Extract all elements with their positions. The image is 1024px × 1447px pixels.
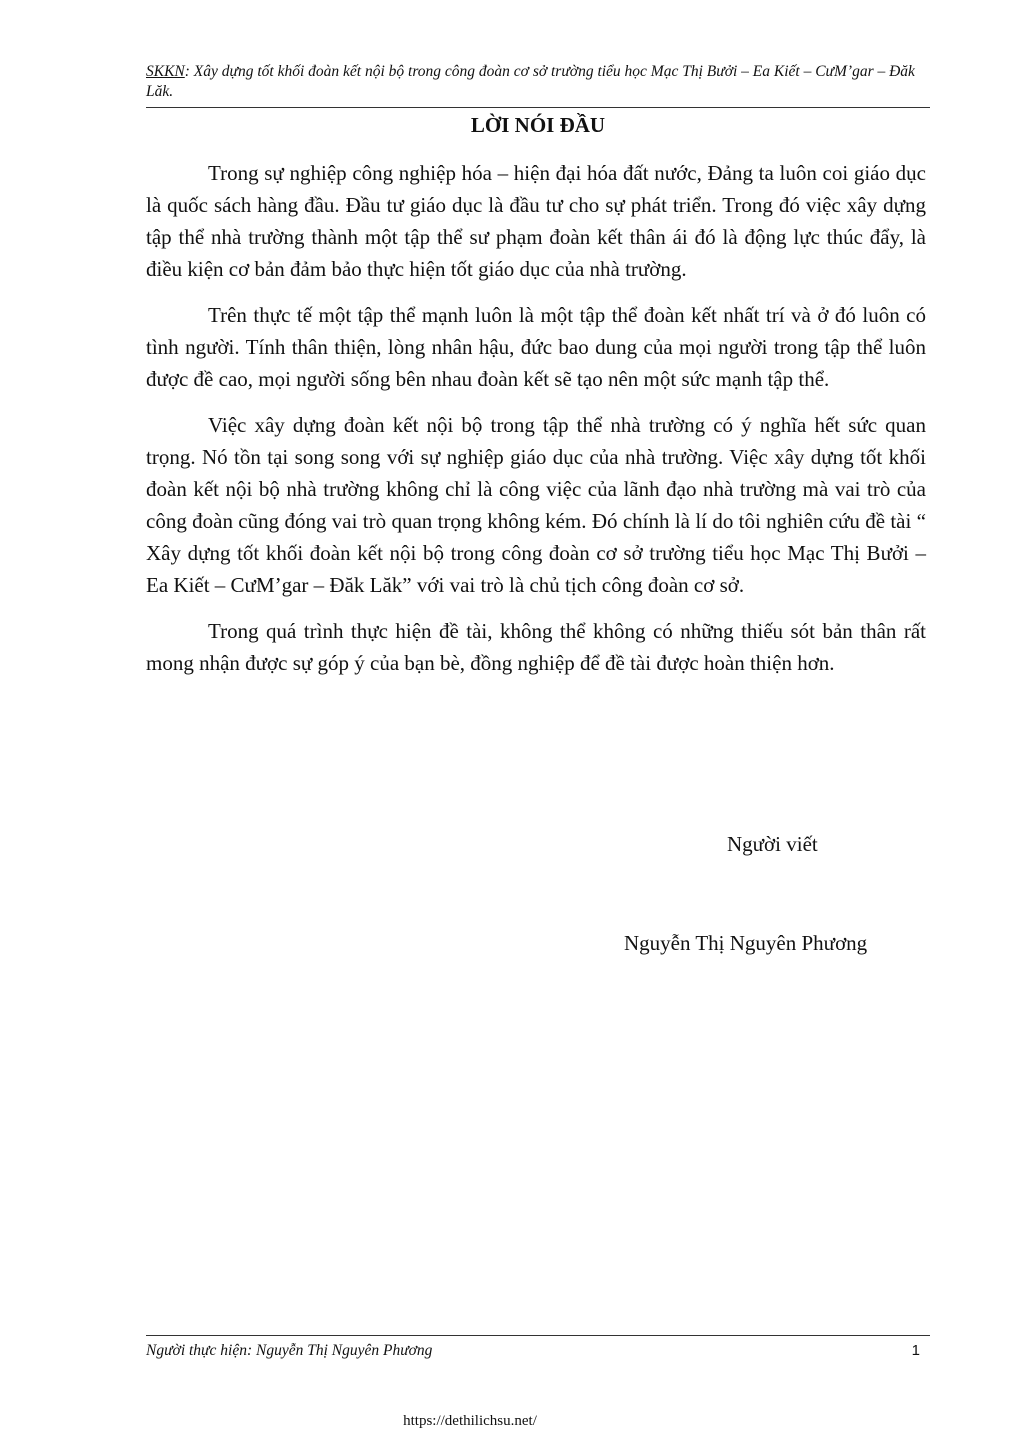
document-body [146, 157, 926, 679]
paragraph-4: Trong quá trình thực hiện đề tài, không thể không có những thiếu sót bản thân rất mong nhận được sự góp ý của bạn bè, đồng nghiệp để đề tài được hoàn thiện hơn. [146, 619, 926, 675]
running-header [146, 62, 930, 102]
header-divider [146, 107, 930, 108]
header-title: : Xây dựng tốt khối đoàn kết nội bộ trong công đoàn cơ sở trường tiểu học Mạc Thị Bưởi – Ea Kiết – CưM’gar – Đăk Lăk. [146, 63, 915, 100]
paragraph-3: Việc xây dựng đoàn kết nội bộ trong tập thể nhà trường có ý nghĩa hết sức quan trọng. Nó tồn tại song song với sự nghiệp giáo dục của nhà trường. Việc xây dựng tốt khối đoàn kết nội bộ nhà trường không chỉ là công việc của lãnh đạo nhà trường mà vai trò của công đoàn cũng đóng vai trò quan trọng không kém. Đó chính là lí do tôi nghiên cứu đề tài “ Xây dựng tốt khối đoàn kết nội bộ trong công đoàn cơ sở trường tiểu học Mạc Thị Bưởi – Ea Kiết – CưM’gar – Đăk Lăk” với vai trò là chủ tịch công đoàn cơ sở. [146, 413, 926, 597]
page-title: LỜI NÓI ĐẦU [470, 113, 606, 137]
page-number: 1 [911, 1342, 920, 1359]
signature-role: Người viết [727, 832, 818, 856]
source-url: https://dethilichsu.net/ [403, 1413, 537, 1429]
header-abbreviation: SKKN [146, 63, 185, 80]
footer-author: Người thực hiện: Nguyễn Thị Nguyên Phương [146, 1342, 433, 1359]
paragraph-1: Trong sự nghiệp công nghiệp hóa – hiện đại hóa đất nước, Đảng ta luôn coi giáo dục là quốc sách hàng đầu. Đầu tư giáo dục là đầu tư cho sự phát triển. Trong đó việc xây dựng tập thể nhà trường thành một tập thể sư phạm đoàn kết thân ái đó là động lực thúc đẩy, là điều kiện cơ bản đảm bảo thực hiện tốt giáo dục của nhà trường. [146, 161, 926, 281]
footer-divider [146, 1335, 930, 1336]
signature-name: Nguyễn Thị Nguyên Phương [624, 931, 868, 955]
paragraph-2: Trên thực tế một tập thể mạnh luôn là một tập thể đoàn kết nhất trí và ở đó luôn có tình người. Tính thân thiện, lòng nhân hậu, đức bao dung của mọi người trong tập thể luôn được đề cao, mọi người sống bên nhau đoàn kết sẽ tạo nên một sức mạnh tập thể. [146, 303, 926, 391]
